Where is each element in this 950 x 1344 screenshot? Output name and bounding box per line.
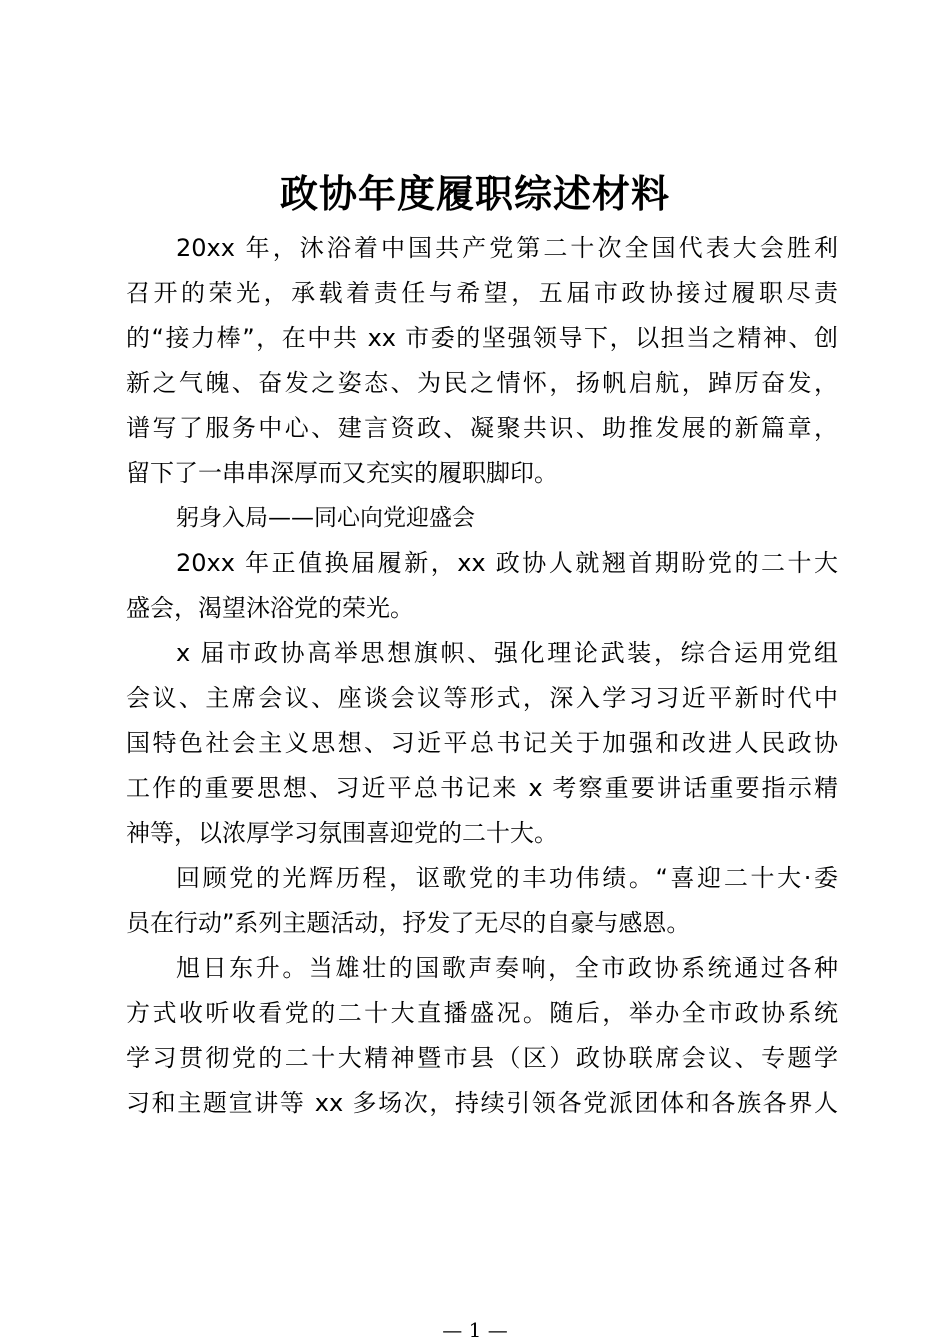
document-body (126, 226, 838, 1126)
text-line: 员在行动”系列主题活动，抒发了无尽的自豪与感恩。 (126, 909, 691, 937)
page-number: — 1 — (442, 1318, 508, 1342)
text-line: 的“接力棒”，在中共 xx 市委的坚强领导下，以担当之精神、创 (126, 324, 838, 352)
text-line: 留下了一串串深厚而又充实的履职脚印。 (126, 459, 558, 487)
text-line: x 届市政协高举思想旗帜、强化理论武装，综合运用党组 (176, 639, 838, 667)
text-line: 谱写了服务中心、建言资政、凝聚共识、助推发展的新篇章， (126, 414, 838, 442)
text-line: 习和主题宣讲等 xx 多场次，持续引领各党派团体和各族各界人 (126, 1089, 838, 1117)
text-line: 新之气魄、奋发之姿态、为民之情怀，扬帆启航，踔厉奋发， (126, 369, 838, 397)
text-line: 会议、主席会议、座谈会议等形式，深入学习习近平新时代中 (126, 684, 838, 712)
section-heading: 躬身入局——同心向党迎盛会 (176, 505, 475, 531)
text-line: 20xx 年正值换届履新，xx 政协人就翘首期盼党的二十大 (176, 549, 838, 577)
document-title: 政协年度履职综述材料 (279, 171, 670, 216)
text-line: 20xx 年，沐浴着中国共产党第二十次全国代表大会胜利 (176, 234, 838, 262)
text-line: 旭日东升。当雄壮的国歌声奏响，全市政协系统通过各种 (176, 954, 838, 982)
text-line: 方式收听收看党的二十大直播盛况。随后，举办全市政协系统 (126, 999, 838, 1027)
text-line: 国特色社会主义思想、习近平总书记关于加强和改进人民政协 (126, 729, 838, 757)
text-line: 学习贯彻党的二十大精神暨市县（区）政协联席会议、专题学 (126, 1044, 838, 1072)
text-line: 神等，以浓厚学习氛围喜迎党的二十大。 (126, 819, 558, 847)
text-line: 工作的重要思想、习近平总书记来 x 考察重要讲话重要指示精 (126, 774, 838, 802)
text-line: 召开的荣光，承载着责任与希望，五届市政协接过履职尽责 (126, 279, 838, 307)
text-line: 盛会，渴望沐浴党的荣光。 (126, 594, 414, 622)
text-line: 回顾党的光辉历程，讴歌党的丰功伟绩。“喜迎二十大·委 (176, 864, 838, 892)
